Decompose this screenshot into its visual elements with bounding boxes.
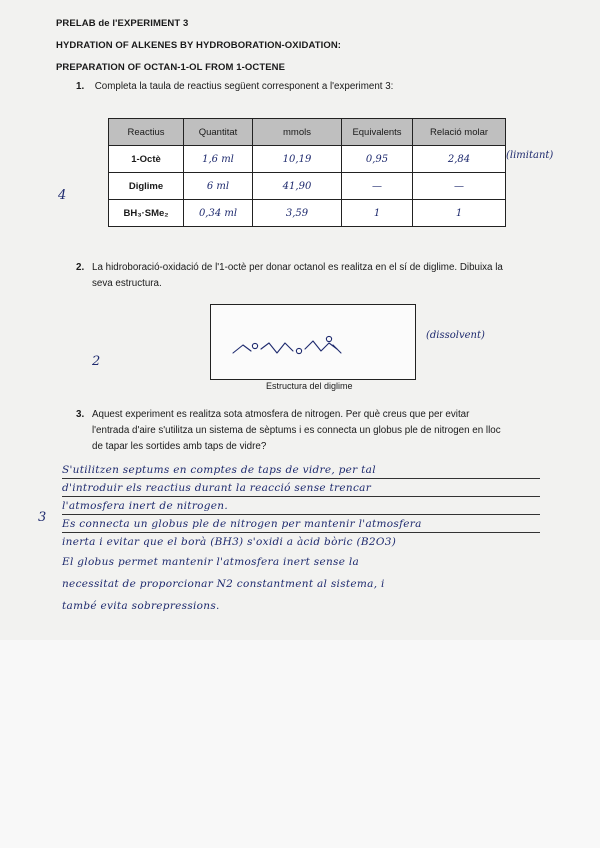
- answer-text: S'utilitzen septums en comptes de taps de vidre, per tal: [62, 464, 376, 476]
- table-cell: 1: [413, 200, 506, 227]
- question-1-text: Completa la taula de reactius següent corresponent a l'experiment 3:: [94, 81, 394, 92]
- answer-line: [62, 496, 540, 497]
- question-1-grade: 4: [58, 188, 67, 203]
- header-subtitle-2: PREPARATION OF OCTAN-1-OL FROM 1-OCTENE: [56, 62, 286, 73]
- header-subtitle: HYDRATION OF ALKENES BY HYDROBORATION-OXIDATION:: [56, 40, 342, 51]
- table-header: mmols: [253, 119, 342, 146]
- limiting-note: (limitant): [506, 150, 554, 161]
- table-header: Reactius: [109, 119, 184, 146]
- question-2-text: La hidroboració-oxidació de l'1-octè per donar octanol es realitza en el sí de diglime. Dibuixa la: [92, 262, 503, 273]
- answer-text: d'introduir els reactius durant la reacció sense trencar: [62, 482, 372, 494]
- table-header: Relació molar: [413, 119, 506, 146]
- question-3: [76, 407, 469, 422]
- answer-line: [62, 514, 540, 515]
- answer-line: [62, 532, 540, 533]
- diglyme-structure-drawing: [211, 305, 415, 379]
- reagent-name: BH₃·SMe₂: [109, 200, 184, 227]
- question-2: [76, 260, 556, 275]
- question-3-text-2: l'entrada d'aire s'utilitza un sistema de sèptums i es connecta un globus ple de nitrogen en lloc: [92, 425, 501, 436]
- table-cell: 2,84: [413, 146, 506, 173]
- table-cell: 6 ml: [184, 173, 253, 200]
- answer-text: necessitat de proporcionar N2 constantment al sistema, i: [62, 578, 385, 590]
- table-cell: 1: [342, 200, 413, 227]
- solvent-note: (dissolvent): [426, 330, 485, 341]
- table-cell: 10,19: [253, 146, 342, 173]
- table-cell: 41,90: [253, 173, 342, 200]
- table-header-row: [109, 119, 506, 146]
- question-3-text-3: de tapar les sortides amb taps de vidre?: [92, 441, 267, 452]
- table-cell: 1,6 ml: [184, 146, 253, 173]
- reagent-name: 1-Octè: [109, 146, 184, 173]
- table-cell: —: [342, 173, 413, 200]
- header-title: PRELAB de l'EXPERIMENT 3: [56, 18, 189, 29]
- question-2-text-cont: seva estructura.: [92, 278, 162, 289]
- answer-text: també evita sobrepressions.: [62, 600, 220, 612]
- table-row: [109, 173, 506, 200]
- structure-caption: Estructura del diglime: [266, 381, 353, 391]
- question-3-number: 3.: [76, 409, 85, 420]
- question-3-text-1: Aquest experiment es realitza sota atmosfera de nitrogen. Per què creus que per evitar: [92, 409, 470, 420]
- table-header: Quantitat: [184, 119, 253, 146]
- blank-page-area: [0, 640, 600, 848]
- structure-box: [210, 304, 416, 380]
- question-2-number: 2.: [76, 262, 85, 273]
- table-cell: 0,95: [342, 146, 413, 173]
- reagents-table: [108, 118, 506, 227]
- table-cell: —: [413, 173, 506, 200]
- table-cell: 3,59: [253, 200, 342, 227]
- answer-text: Es connecta un globus ple de nitrogen per mantenir l'atmosfera: [62, 518, 422, 530]
- answer-text: inerta i evitar que el borà (BH3) s'oxidi a àcid bòric (B2O3): [62, 536, 397, 548]
- table-row: [109, 200, 506, 227]
- answer-text: l'atmosfera inert de nitrogen.: [62, 500, 229, 512]
- question-2-grade: 2: [92, 354, 101, 369]
- question-3-grade: 3: [38, 510, 47, 525]
- table-header: Equivalents: [342, 119, 413, 146]
- question-1-number: 1.: [76, 81, 85, 92]
- table-cell: 0,34 ml: [184, 200, 253, 227]
- question-1: [76, 79, 393, 94]
- reagent-name: Diglime: [109, 173, 184, 200]
- answer-text: El globus permet mantenir l'atmosfera inert sense la: [62, 556, 360, 568]
- answer-line: [62, 478, 540, 479]
- table-row: [109, 146, 506, 173]
